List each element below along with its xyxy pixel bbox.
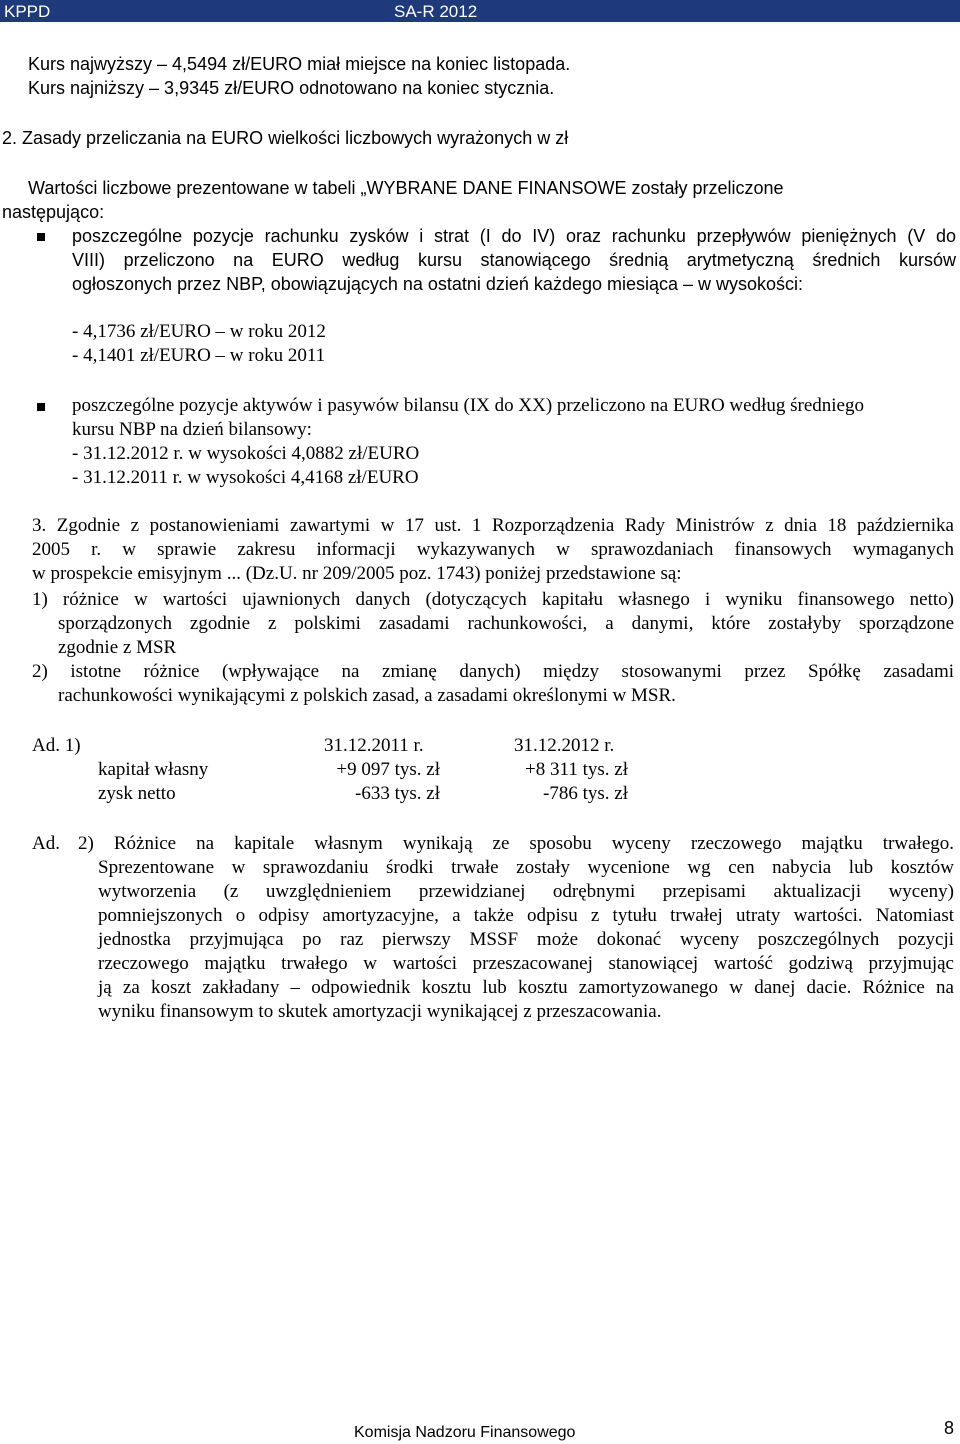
- bullet2-rate-2011: - 31.12.2011 r. w wysokości 4,4168 zł/EURO: [72, 467, 419, 488]
- bullet1-line: poszczególne pozycje rachunku zysków i strat (I do IV) oraz rachunku przepływów pieniężnych (V do: [72, 226, 956, 246]
- ad1-col-2012: 31.12.2012 r.: [514, 735, 615, 756]
- item-1-line: zgodnie z MSR: [58, 637, 177, 658]
- rate-highest: Kurs najwyższy – 4,5494 zł/EURO miał miejsce na koniec listopada.: [28, 54, 571, 74]
- ad1-row-value: -633 tys. zł: [355, 783, 440, 804]
- avg-rate-2011: - 4,1401 zł/EURO – w roku 2011: [72, 345, 326, 366]
- bullet2-line: kursu NBP na dzień bilansowy:: [72, 419, 312, 440]
- ad2-line: rzeczowego majątku trwałego w wartości przeszacowanej stanowiącej wartość godziwą przyjmując: [98, 953, 954, 974]
- ad1-row-value: +9 097 tys. zł: [336, 759, 440, 780]
- ad1-row-value: +8 311 tys. zł: [525, 759, 628, 780]
- ad2-line: jednostka przyjmująca po raz pierwszy MSSF może dokonać wyceny poszczególnych pozycji: [98, 929, 954, 950]
- page-number: 8: [944, 1418, 955, 1438]
- avg-rate-2012: - 4,1736 zł/EURO – w roku 2012: [72, 321, 326, 342]
- bullet-square-icon: [37, 233, 45, 241]
- section-2-title: 2. Zasady przeliczania na EURO wielkości liczbowych wyrażonych w zł: [2, 128, 569, 148]
- section-3-line: 2005 r. w sprawie zakresu informacji wykazywanych w sprawozdaniach finansowych wymaganych: [32, 539, 954, 560]
- ad2-line: pomniejszonych o odpisy amortyzacyjne, a także odpisu z tytułu trwałej utraty wartości. Natomiast: [98, 905, 954, 926]
- footer-text: Komisja Nadzoru Finansowego: [354, 1424, 576, 1441]
- item-1-line: sporządzonych zgodnie z polskimi zasadami rachunkowości, a danymi, które zostałyby sporządzone: [58, 613, 954, 634]
- bullet1-line: ogłoszonych przez NBP, obowiązujących na ostatni dzień każdego miesiąca – w wysokości:: [72, 274, 804, 294]
- ad2-line: wyniku finansowym to skutek amortyzacji wynikającej z przeszacowania.: [98, 1001, 662, 1022]
- ad2-line: 2) Różnice na kapitale własnym wynikają ze sposobu wyceny rzeczowego majątku trwałego.: [78, 833, 954, 854]
- rate-lowest: Kurs najniższy – 3,9345 zł/EURO odnotowano na koniec stycznia.: [28, 78, 555, 98]
- section-3-title: 3. Zgodnie z postanowieniami zawartymi w 17 ust. 1 Rozporządzenia Rady Ministrów z dnia 18 października: [32, 515, 954, 536]
- item-1-line: 1) różnice w wartości ujawnionych danych (dotyczących kapitału własnego i wyniku finansowego netto): [32, 589, 954, 610]
- ad2-line: wytworzenia (z uwzględnieniem przewidzianej odrębnymi przepisami aktualizacji wyceny): [98, 881, 954, 902]
- ad1-col-2011: 31.12.2011 r.: [324, 735, 424, 756]
- item-2-line: 2) istotne różnice (wpływające na zmianę danych) między stosowanymi przez Spółkę zasadami: [32, 661, 954, 682]
- header-center: SA-R 2012: [394, 2, 478, 21]
- ad1-row-value: -786 tys. zł: [543, 783, 628, 804]
- bullet-square-icon: [37, 403, 45, 411]
- bullet2-rate-2012: - 31.12.2012 r. w wysokości 4,0882 zł/EURO: [72, 443, 420, 464]
- header-left: KPPD: [4, 2, 51, 21]
- ad1-row-name: zysk netto: [98, 783, 176, 804]
- ad1-label: Ad. 1): [32, 735, 81, 756]
- section-2-intro-cont: następująco:: [2, 202, 105, 222]
- section-2-intro: Wartości liczbowe prezentowane w tabeli „WYBRANE DANE FINANSOWE zostały przeliczone: [28, 178, 784, 198]
- ad2-line: ją za koszt zakładany – odpowiednik kosztu lub kosztu zamortyzowanego w danej dacie. Różnice na: [98, 977, 954, 998]
- bullet1-line: VIII) przeliczono na EURO według kursu stanowiącego średnią arytmetyczną średnich kursów: [72, 250, 956, 270]
- section-3-line: w prospekcie emisyjnym ... (Dz.U. nr 209/2005 poz. 1743) poniżej przedstawione są:: [32, 563, 682, 584]
- ad2-label: Ad.: [32, 833, 60, 854]
- ad1-row-name: kapitał własny: [98, 759, 209, 780]
- ad2-line: Sprezentowane w sprawozdaniu środki trwałe zostały wycenione wg cen nabycia lub kosztów: [98, 857, 954, 878]
- page-header-bar: [0, 0, 960, 22]
- item-2-line: rachunkowości wynikającymi z polskich zasad, a zasadami określonymi w MSR.: [58, 685, 676, 706]
- bullet2-line: poszczególne pozycje aktywów i pasywów bilansu (IX do XX) przeliczono na EURO według średniego: [72, 395, 864, 416]
